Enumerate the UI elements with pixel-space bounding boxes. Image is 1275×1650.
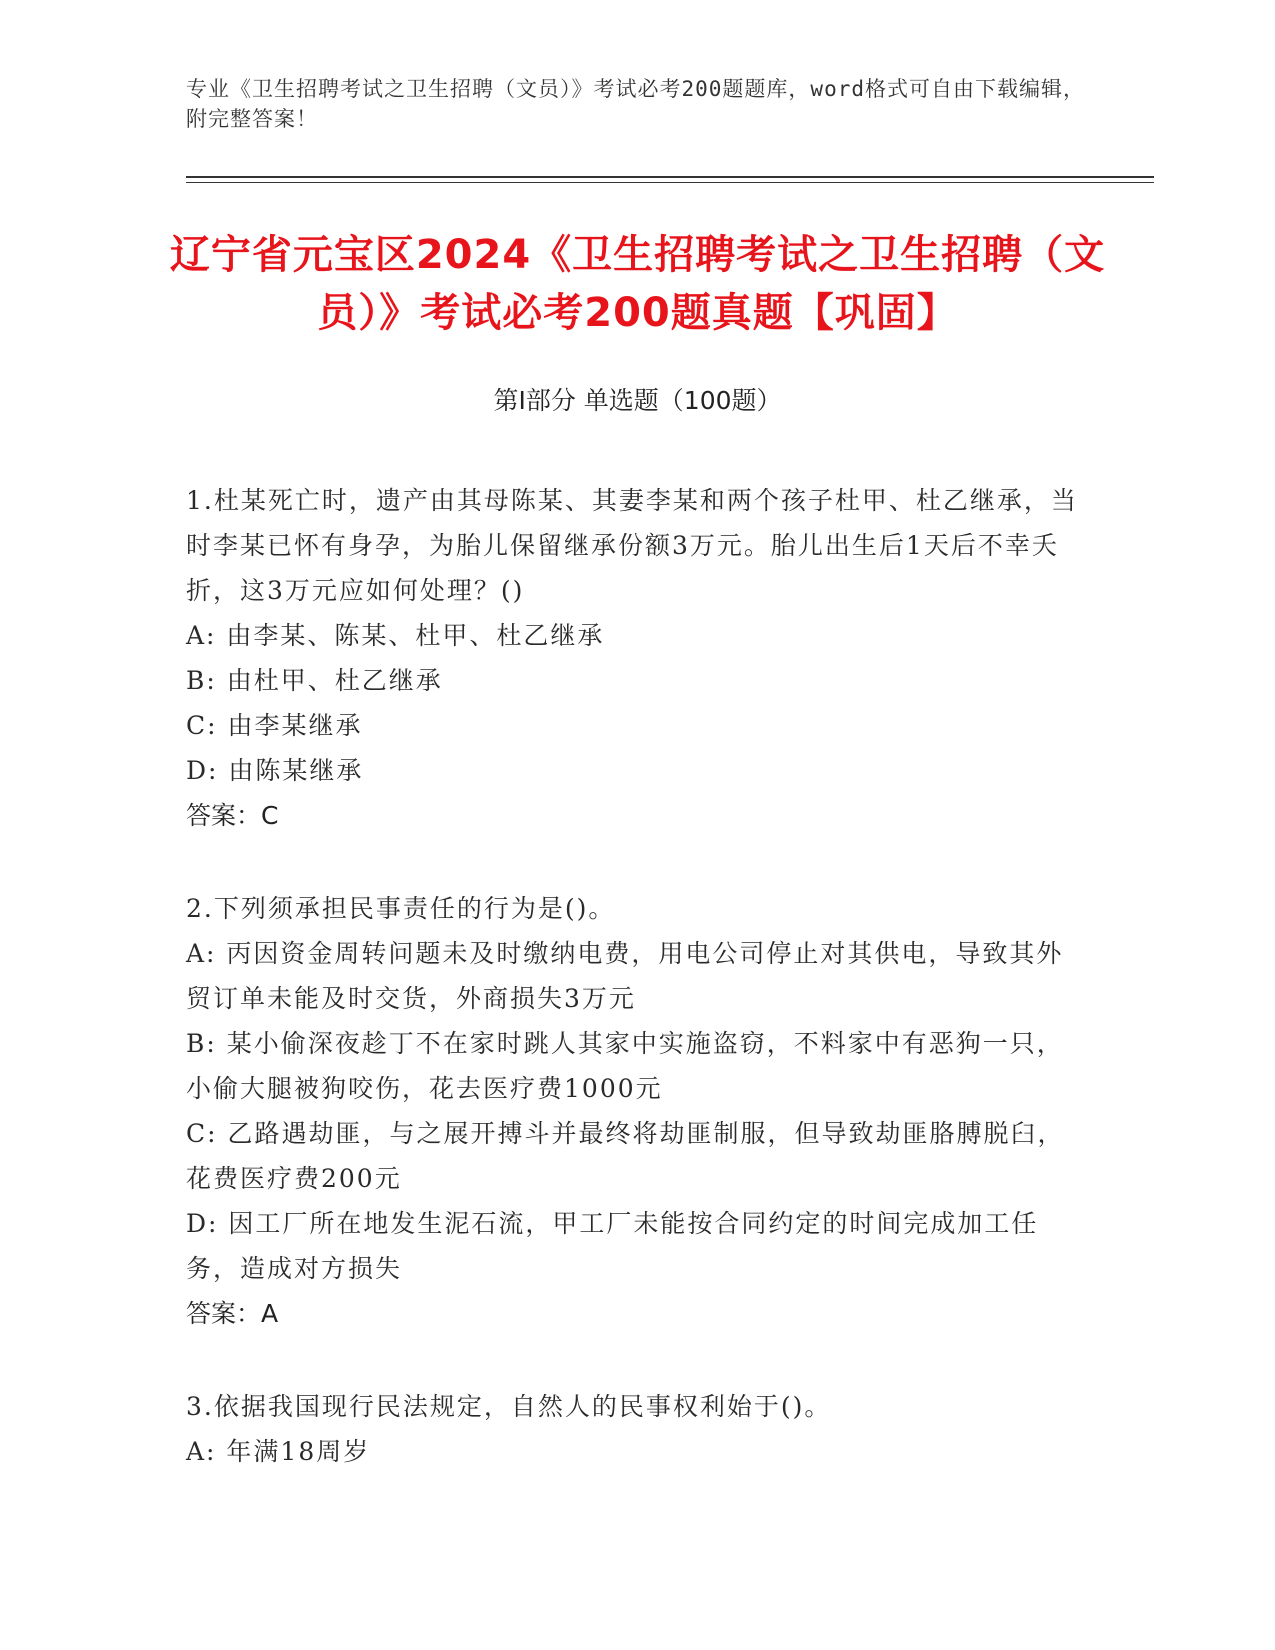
question-stem: 2.下列须承担民事责任的行为是()。 [186,894,616,923]
document-title: 辽宁省元宝区2024《卫生招聘考试之卫生招聘（文员）》考试必考200题真题【巩固】 [169,232,1106,336]
question-3 [186,1384,1086,1474]
option-b: B: 由杜甲、杜乙继承 [186,666,443,695]
header-rule-thick [186,176,1154,178]
header-rule-thin [186,182,1154,183]
option-a: A: 丙因资金周转问题未及时缴纳电费，用电公司停止对其供电，导致其外贸订单未能及时交货，外商损失3万元 [186,939,1064,1013]
option-c: C: 由李某继承 [186,711,363,740]
option-d: D: 由陈某继承 [186,756,364,785]
option-a: A: 年满18周岁 [186,1437,371,1466]
question-stem: 1.杜某死亡时，遗产由其母陈某、其妻李某和两个孩子杜甲、杜乙继承，当时李某已怀有身孕，为胎儿保留继承份额3万元。胎儿出生后1天后不幸夭折，这3万元应如何处理？() [186,486,1078,605]
question-2 [186,886,1086,1336]
answer: 答案：C [186,801,279,830]
option-c: C: 乙路遇劫匪，与之展开搏斗并最终将劫匪制服，但导致劫匪胳膊脱臼，花费医疗费200元 [186,1119,1065,1193]
question-list [186,478,1086,1522]
answer: 答案：A [186,1299,279,1328]
header-note: 专业《卫生招聘考试之卫生招聘（文员）》考试必考200题题库，word格式可自由下载编辑，附完整答案！ [186,77,1085,131]
option-b: B: 某小偷深夜趁丁不在家时跳人其家中实施盗窃，不料家中有恶狗一只，小偷大腿被狗咬伤，花去医疗费1000元 [186,1029,1064,1103]
section-title: 第I部分 单选题（100题） [493,386,782,415]
option-a: A: 由李某、陈某、杜甲、杜乙继承 [186,621,605,650]
option-d: D: 因工厂所在地发生泥石流，甲工厂未能按合同约定的时间完成加工任务，造成对方损失 [186,1209,1039,1283]
question-1 [186,478,1086,838]
question-stem: 3.依据我国现行民法规定，自然人的民事权利始于()。 [186,1392,832,1421]
